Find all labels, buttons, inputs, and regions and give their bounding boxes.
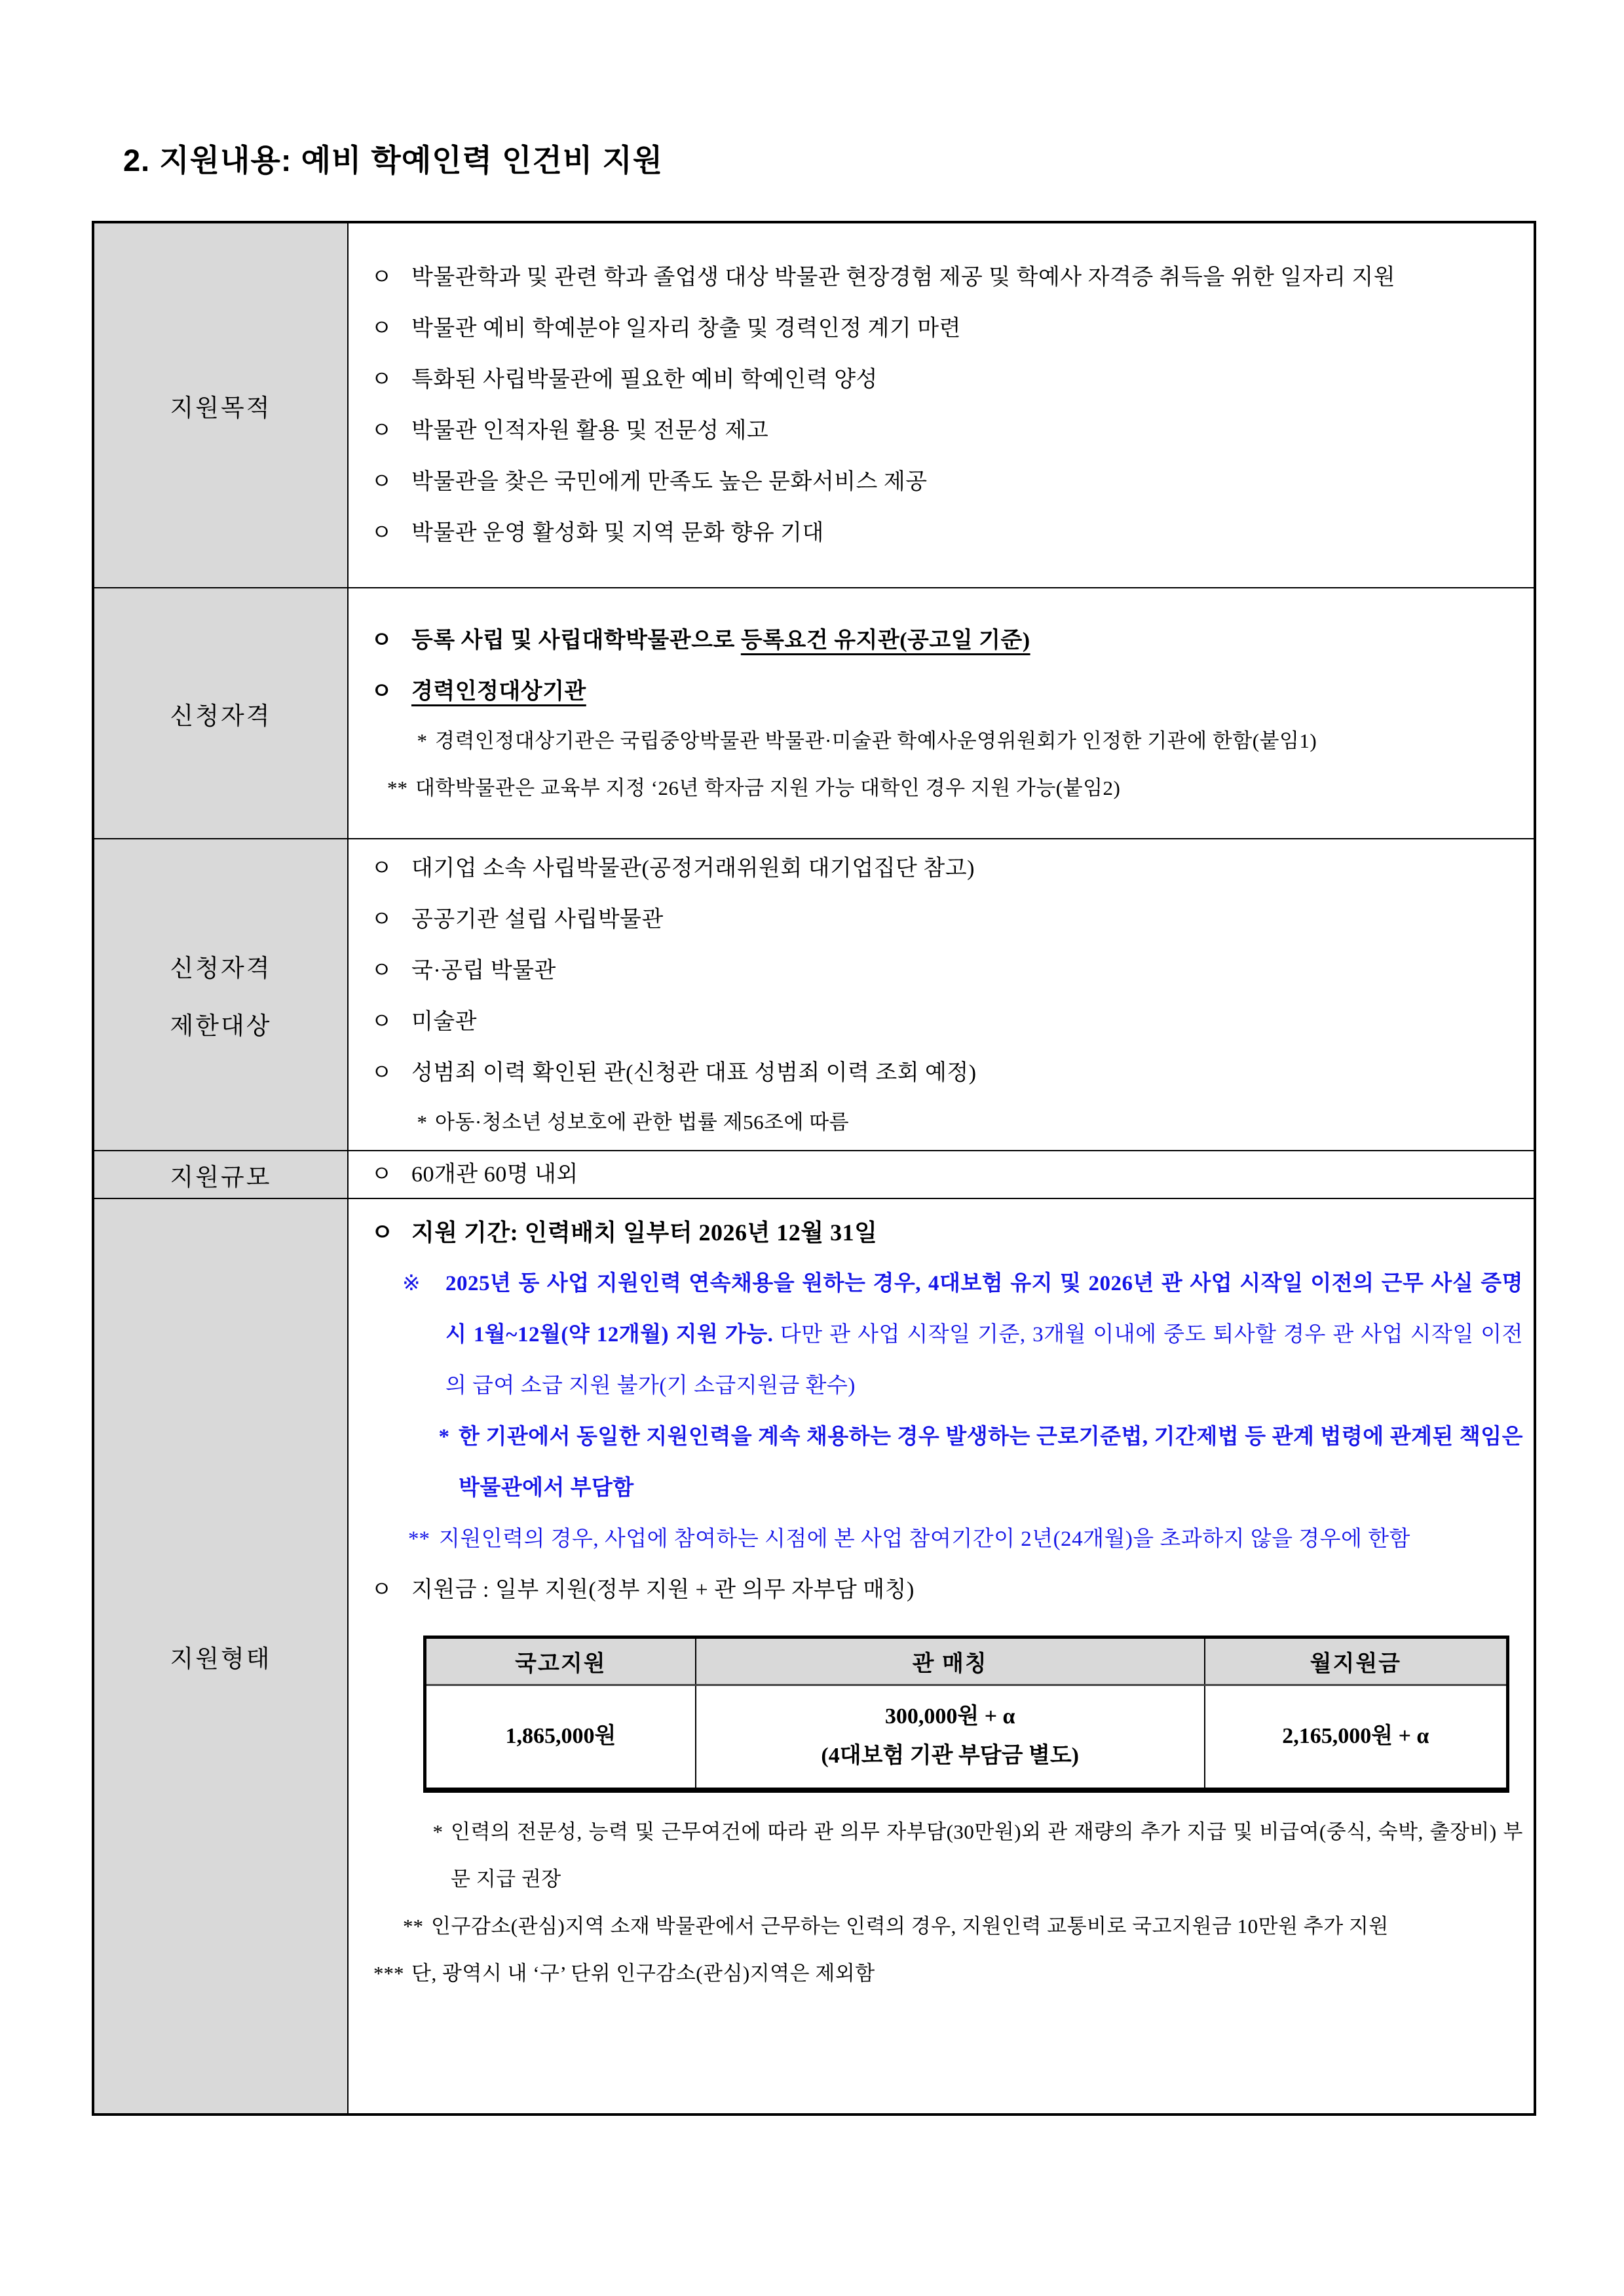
row-eligibility-header-label: 신청자격 [170,702,272,730]
footnote-item [371,1411,1523,1514]
subsidy-footnotes [371,1808,1523,1997]
row-scale [94,1150,1534,1198]
row-eligibility-body [349,588,1534,838]
bullet-marker: ㅇ [371,959,392,983]
bullet-text: 성범죄 이력 확인된 관(신청관 대표 성범죄 이력 조회 예정) [411,1061,977,1085]
bullet-marker: ㅇ [371,469,392,494]
row-scale-header [94,1151,349,1198]
subsidy-matching-line2: (4대보험 기관 부담금 별도) [821,1744,1079,1769]
page-title: 2. 지원내용: 예비 학예인력 인건비 지원 [123,143,664,178]
footnote-text: 지원인력의 경우, 사업에 참여하는 시점에 본 사업 참여기간이 2년(24개월)을 초과하지 않을 경우에 한함 [439,1527,1410,1551]
list-item [371,1048,1523,1099]
bullet-text: 박물관 인적자원 활용 및 전문성 제고 [411,418,769,443]
bullet-marker: ㅇ [371,679,392,704]
footnote-text: 인구감소(관심)지역 소재 박물관에서 근무하는 인력의 경우, 지원인력 교통비로 국고지원금 10만원 추가 지원 [431,1914,1389,1938]
bullet-text-underlined: 경력인정대상기관 [411,679,586,704]
row-purpose-body [349,223,1534,587]
footnote-marker: * [417,729,427,752]
row-purpose-header [94,223,349,587]
row-restriction-header-line1: 신청자격 [170,955,272,982]
bullet-text: 박물관 운영 활성화 및 지역 문화 향유 기대 [411,520,824,545]
footnote-item [371,1903,1523,1950]
row-form-header [94,1199,349,2113]
bullet-marker: ㅇ [371,367,392,392]
bullet-text [411,666,1523,718]
list-item [371,508,1523,559]
bullet-marker: ㅇ [371,1061,392,1085]
row-restriction-body [349,839,1534,1150]
row-restriction [94,838,1534,1150]
list-item [371,894,1523,946]
list-item [371,843,1523,894]
main-table [92,221,1536,2116]
bullet-marker: ㅇ [371,418,392,443]
footnote-text: 인력의 전문성, 능력 및 근무여건에 따라 관 의무 자부담(30만원)외 관 재량의 추가 지급 및 비급여(중식, 숙박, 출장비) 부문 지급 권장 [451,1820,1523,1890]
bullet-text-underlined: 등록요건 유지관(공고일 기준) [740,628,1030,653]
bullet-text: 미술관 [411,1010,478,1034]
footnote-item [371,1514,1523,1565]
row-form [94,1198,1534,2113]
bullet-text: 박물관을 찾은 국민에게 만족도 높은 문화서비스 제공 [411,469,928,494]
bullet-marker: ㅇ [371,265,392,290]
footnote-marker: * [432,1820,443,1843]
subsidy-header-monthly: 월지원금 [1205,1637,1508,1685]
bullet-marker: ㅇ [371,1578,392,1602]
bullet-text: 박물관학과 및 관련 학과 졸업생 대상 박물관 현장경험 제공 및 학예사 자격증 취득을 위한 일자리 지원 [411,265,1396,290]
reference-text [445,1258,1523,1411]
footnote-item [371,765,1523,812]
bullet-marker: ㅇ [371,1162,392,1187]
bullet-text: 지원 기간: 인력배치 일부터 2026년 12월 31일 [411,1219,878,1246]
list-item [371,1155,1523,1195]
bullet-text [411,615,1523,666]
subsidy-matching-amount [696,1685,1205,1790]
list-item [371,406,1523,457]
bullet-text: 국·공립 박물관 [411,959,556,983]
bullet-text: 60개관 60명 내외 [411,1162,578,1187]
bullet-marker: ㅇ [371,316,392,341]
reference-text-rest: 다만 관 사업 시작일 기준, 3개월 이내에 중도 퇴사할 경우 관 사업 시작일 이전의 급여 소급 지원 불가(기 소급지원금 환수) [445,1323,1524,1398]
row-eligibility-header [94,588,349,838]
footnote-marker: ** [387,776,407,799]
subsidy-header-matching: 관 매칭 [696,1637,1205,1685]
row-scale-body [349,1151,1534,1198]
bullet-marker: ㅇ [371,1219,394,1246]
subsidy-value-row [425,1685,1508,1790]
bullet-text: 박물관 예비 학예분야 일자리 창출 및 경력인정 계기 마련 [411,316,961,341]
subsidy-table-wrap [423,1636,1509,1793]
subsidy-table [423,1636,1509,1793]
row-restriction-header [94,839,349,1150]
list-item [371,1565,1523,1616]
list-item [371,354,1523,406]
list-item [371,457,1523,508]
footnote-item [371,1099,1523,1146]
subsidy-matching-line1: 300,000원 + α [884,1704,1015,1729]
row-form-body [349,1199,1534,2113]
subsidy-header-national: 국고지원 [425,1637,696,1685]
subsidy-monthly-amount: 2,165,000원 + α [1205,1685,1508,1790]
row-eligibility [94,587,1534,838]
footnote-marker: * [438,1425,449,1449]
bullet-marker: ㅇ [371,908,392,932]
row-purpose-header-label: 지원목적 [170,394,272,422]
reference-text-bold: 2025년 동 사업 지원인력 연속채용을 원하는 경우, 4대보험 유지 및 2026년 관 사업 시작일 이전의 근무 사실 증명 시 1월~12월(약 12개월) 지원 가능. [445,1272,1523,1347]
footnote-marker: ** [408,1527,430,1551]
row-restriction-header-line2: 제한대상 [170,1013,272,1040]
subsidy-national-amount: 1,865,000원 [505,1724,616,1749]
reference-note [371,1258,1523,1411]
footnote-marker: ** [403,1914,423,1938]
bullet-marker: ㅇ [371,856,392,881]
row-purpose [94,223,1534,587]
footnote-text: 경력인정대상기관은 국립중앙박물관 박물관·미술관 학예사운영위원회가 인정한 기관에 한함(붙임1) [435,729,1317,752]
bullet-marker: ㅇ [371,1010,392,1034]
bullet-text: 대기업 소속 사립박물관(공정거래위원회 대기업집단 참고) [411,856,975,881]
subsidy-header-row [425,1637,1508,1685]
bullet-marker: ㅇ [371,628,392,653]
list-item [371,252,1523,303]
footnote-text: 아동·청소년 성보호에 관한 법률 제56조에 따름 [435,1111,850,1134]
footnote-text: 한 기관에서 동일한 지원인력을 계속 채용하는 경우 발생하는 근로기준법, 기간제법 등 관계 법령에 관계된 책임은 박물관에서 부담함 [459,1425,1523,1500]
footnote-text: 대학박물관은 교육부 지정 ‘26년 학자금 지원 가능 대학인 경우 지원 가능(붙임2) [415,776,1121,799]
bullet-text: 특화된 사립박물관에 필요한 예비 학예인력 양성 [411,367,878,392]
list-item [371,303,1523,354]
footnote-marker: * [417,1111,427,1134]
reference-marker: ※ [402,1272,421,1295]
list-item [371,997,1523,1048]
footnote-text: 단, 광역시 내 ‘구’ 단위 인구감소(관심)지역은 제외함 [411,1961,875,1985]
footnote-item [371,1950,1523,1997]
list-item [371,946,1523,997]
row-form-header-label: 지원형태 [170,1645,272,1673]
footnote-item [371,1808,1523,1903]
row-scale-header-label: 지원규모 [170,1164,272,1191]
bullet-marker: ㅇ [371,520,392,545]
list-item [371,1207,1523,1258]
list-item [371,615,1523,666]
footnote-item [371,718,1523,765]
bullet-text: 공공기관 설립 사립박물관 [411,908,664,932]
bullet-text-plain: 등록 사립 및 사립대학박물관으로 [411,628,741,653]
bullet-text: 지원금 : 일부 지원(정부 지원 + 관 의무 자부담 매칭) [411,1578,915,1602]
list-item [371,666,1523,718]
footnote-marker: *** [373,1961,404,1985]
